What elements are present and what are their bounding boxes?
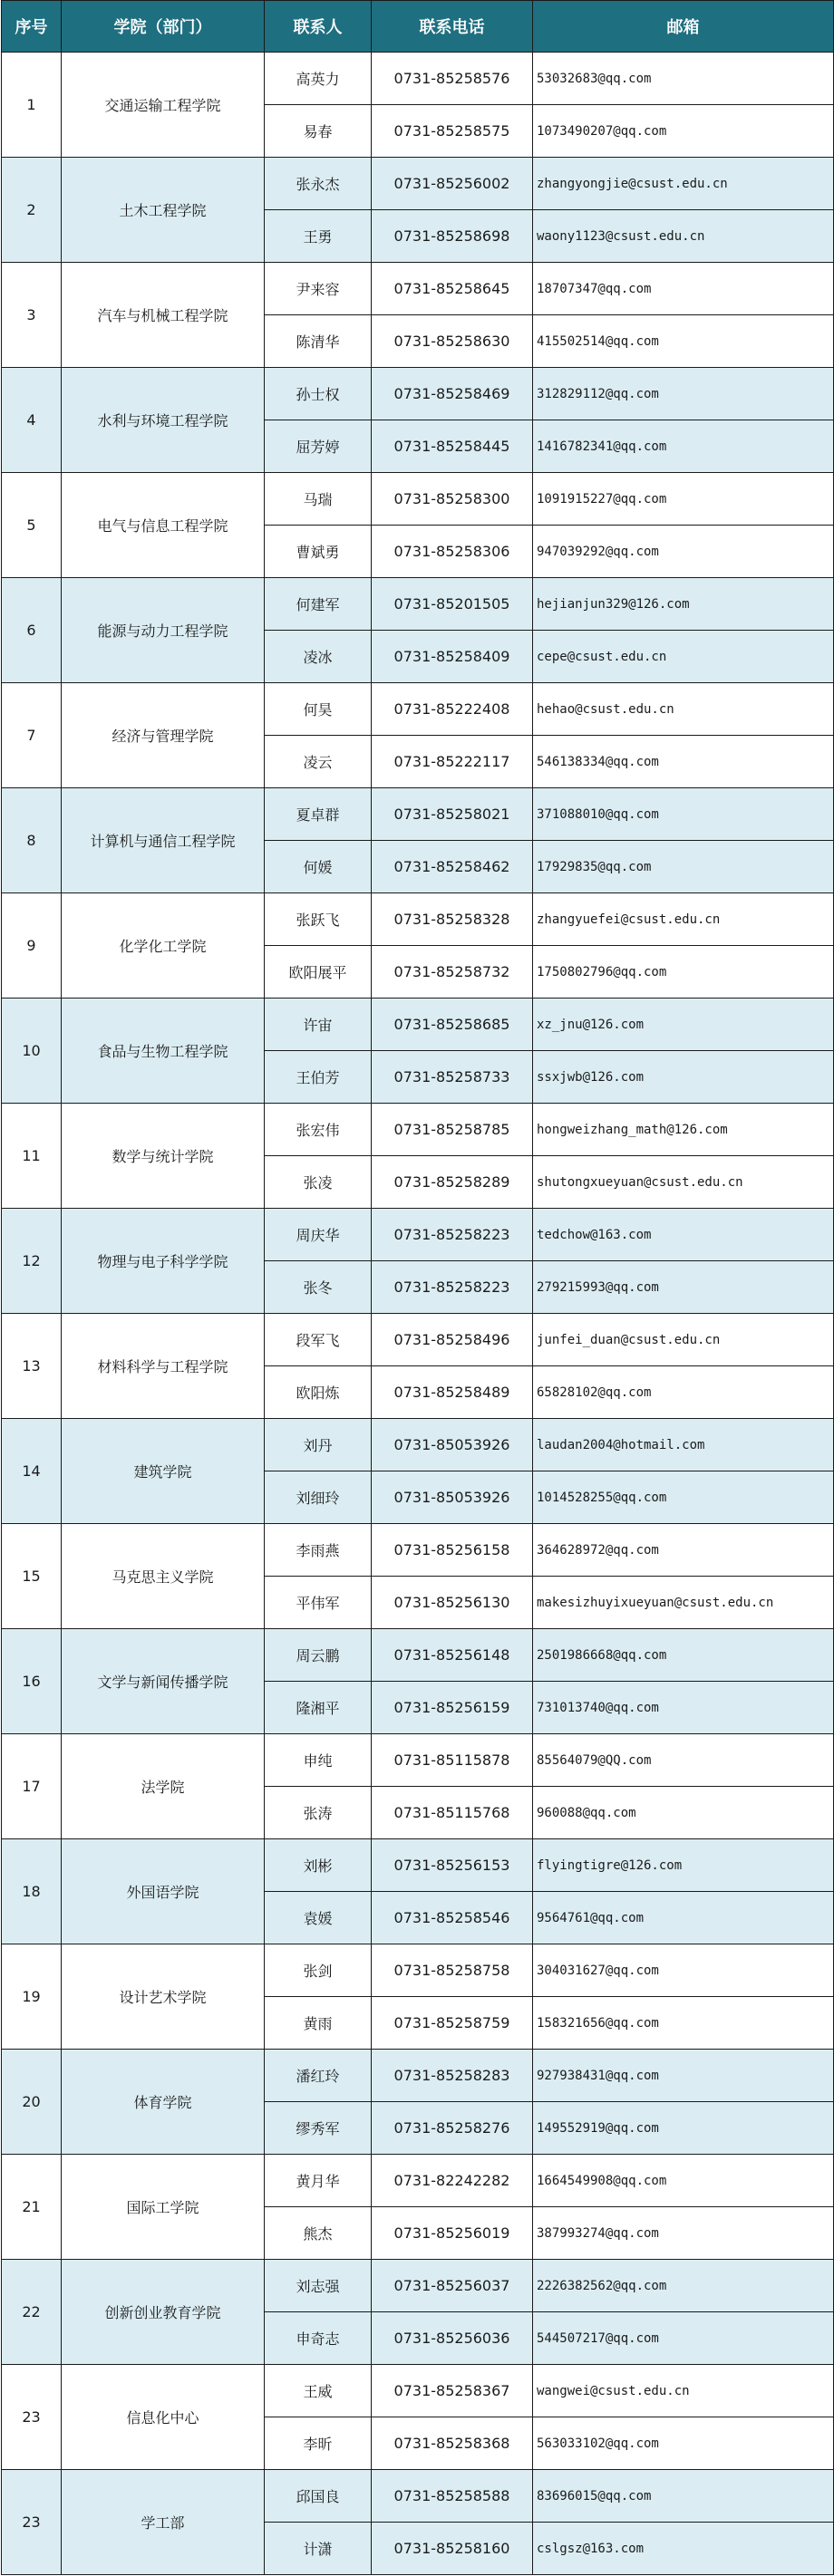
row-number: 20: [2, 2050, 62, 2155]
department-name: 水利与环境工程学院: [62, 368, 265, 473]
department-name: 建筑学院: [62, 1419, 265, 1524]
contact-phone: 0731-85256148: [372, 1629, 533, 1682]
table-row: [2, 1839, 834, 1892]
header-email: 邮箱: [533, 1, 834, 53]
row-number: 17: [2, 1734, 62, 1839]
row-number: 19: [2, 1944, 62, 2050]
department-name: 能源与动力工程学院: [62, 578, 265, 683]
contact-phone: 0731-85258758: [372, 1944, 533, 1997]
table-row: [2, 893, 834, 946]
contacts-table: [1, 0, 834, 2575]
contact-email: waony1123@csust.edu.cn: [533, 210, 834, 263]
table-row: [2, 1944, 834, 1997]
department-group: [2, 893, 834, 999]
contact-name: 潘红玲: [265, 2050, 372, 2102]
row-number: 13: [2, 1314, 62, 1419]
contact-phone: 0731-85258588: [372, 2470, 533, 2523]
header-row: [2, 1, 834, 53]
contact-name: 刘志强: [265, 2260, 372, 2312]
contact-name: 张跃飞: [265, 893, 372, 946]
department-name: 创新创业教育学院: [62, 2260, 265, 2365]
contact-phone: 0731-85258409: [372, 631, 533, 683]
contact-phone: 0731-85201505: [372, 578, 533, 631]
department-name: 马克思主义学院: [62, 1524, 265, 1629]
contact-phone: 0731-85053926: [372, 1419, 533, 1471]
contact-name: 张剑: [265, 1944, 372, 1997]
contact-name: 王威: [265, 2365, 372, 2417]
contact-email: 1091915227@qq.com: [533, 473, 834, 526]
department-group: [2, 999, 834, 1104]
row-number: 21: [2, 2155, 62, 2260]
contact-phone: 0731-85258785: [372, 1104, 533, 1156]
contact-phone: 0731-85258276: [372, 2102, 533, 2155]
row-number: 10: [2, 999, 62, 1104]
row-number: 5: [2, 473, 62, 578]
contact-email: hehao@csust.edu.cn: [533, 683, 834, 736]
contact-email: makesizhuyixueyuan@csust.edu.cn: [533, 1577, 834, 1629]
contact-email: 17929835@qq.com: [533, 841, 834, 893]
department-group: [2, 263, 834, 368]
contact-email: tedchow@163.com: [533, 1209, 834, 1261]
department-group: [2, 1734, 834, 1839]
department-name: 土木工程学院: [62, 158, 265, 263]
contact-name: 许宙: [265, 999, 372, 1051]
contact-email: cepe@csust.edu.cn: [533, 631, 834, 683]
row-number: 4: [2, 368, 62, 473]
contact-email: 53032683@qq.com: [533, 53, 834, 105]
contact-email: hejianjun329@126.com: [533, 578, 834, 631]
contact-phone: 0731-85258732: [372, 946, 533, 999]
table-row: [2, 473, 834, 526]
contact-name: 孙士权: [265, 368, 372, 420]
row-number: 16: [2, 1629, 62, 1734]
contact-phone: 0731-85258367: [372, 2365, 533, 2417]
table-header: [2, 1, 834, 53]
contact-email: 9564761@qq.com: [533, 1892, 834, 1944]
row-number: 12: [2, 1209, 62, 1314]
contact-name: 易春: [265, 105, 372, 158]
department-group: [2, 1314, 834, 1419]
contact-email: 563033102@qq.com: [533, 2417, 834, 2470]
contact-name: 屈芳婷: [265, 420, 372, 473]
table-row: [2, 1734, 834, 1787]
department-group: [2, 2155, 834, 2260]
department-group: [2, 2470, 834, 2575]
contact-phone: 0731-85053926: [372, 1471, 533, 1524]
contact-phone: 0731-85258630: [372, 315, 533, 368]
contact-email: 371088010@qq.com: [533, 788, 834, 841]
department-name: 设计艺术学院: [62, 1944, 265, 2050]
contact-name: 陈清华: [265, 315, 372, 368]
contact-name: 何昊: [265, 683, 372, 736]
contact-email: 1416782341@qq.com: [533, 420, 834, 473]
contact-name: 张凌: [265, 1156, 372, 1209]
contact-email: 18707347@qq.com: [533, 263, 834, 315]
row-number: 8: [2, 788, 62, 893]
department-group: [2, 158, 834, 263]
department-group: [2, 1524, 834, 1629]
department-name: 经济与管理学院: [62, 683, 265, 788]
contact-email: 85564079@QQ.com: [533, 1734, 834, 1787]
contact-name: 李昕: [265, 2417, 372, 2470]
contact-phone: 0731-85258368: [372, 2417, 533, 2470]
table-row: [2, 53, 834, 105]
contact-phone: 0731-85222408: [372, 683, 533, 736]
table-row: [2, 578, 834, 631]
contact-name: 夏卓群: [265, 788, 372, 841]
contact-email: 387993274@qq.com: [533, 2207, 834, 2260]
department-group: [2, 1419, 834, 1524]
contact-name: 黄月华: [265, 2155, 372, 2207]
contact-email: 546138334@qq.com: [533, 736, 834, 788]
contact-email: 2501986668@qq.com: [533, 1629, 834, 1682]
contact-name: 刘彬: [265, 1839, 372, 1892]
contact-email: 312829112@qq.com: [533, 368, 834, 420]
department-group: [2, 2050, 834, 2155]
table-row: [2, 1104, 834, 1156]
contact-name: 张冬: [265, 1261, 372, 1314]
table-row: [2, 1524, 834, 1577]
table-row: [2, 1419, 834, 1471]
department-name: 国际工学院: [62, 2155, 265, 2260]
contact-phone: 0731-85256130: [372, 1577, 533, 1629]
contact-email: 1014528255@qq.com: [533, 1471, 834, 1524]
contact-email: 544507217@qq.com: [533, 2312, 834, 2365]
contact-phone: 0731-85258685: [372, 999, 533, 1051]
contact-phone: 0731-85256019: [372, 2207, 533, 2260]
table-row: [2, 2470, 834, 2523]
contact-phone: 0731-85115878: [372, 1734, 533, 1787]
contact-email: 1073490207@qq.com: [533, 105, 834, 158]
contact-email: 1750802796@qq.com: [533, 946, 834, 999]
contact-phone: 0731-85256002: [372, 158, 533, 210]
row-number: 9: [2, 893, 62, 999]
contact-phone: 0731-85258698: [372, 210, 533, 263]
contact-name: 申奇志: [265, 2312, 372, 2365]
row-number: 11: [2, 1104, 62, 1209]
table-row: [2, 1314, 834, 1366]
row-number: 3: [2, 263, 62, 368]
department-group: [2, 368, 834, 473]
contact-name: 王伯芳: [265, 1051, 372, 1104]
contact-name: 高英力: [265, 53, 372, 105]
department-group: [2, 1629, 834, 1734]
department-group: [2, 2260, 834, 2365]
contact-name: 马瑞: [265, 473, 372, 526]
contact-name: 何媛: [265, 841, 372, 893]
contact-phone: 0731-85258462: [372, 841, 533, 893]
contact-name: 王勇: [265, 210, 372, 263]
department-name: 法学院: [62, 1734, 265, 1839]
contact-email: 947039292@qq.com: [533, 526, 834, 578]
contact-email: 364628972@qq.com: [533, 1524, 834, 1577]
contact-name: 张宏伟: [265, 1104, 372, 1156]
row-number: 23: [2, 2470, 62, 2575]
department-name: 汽车与机械工程学院: [62, 263, 265, 368]
contact-name: 欧阳炼: [265, 1366, 372, 1419]
contact-phone: 0731-85258021: [372, 788, 533, 841]
contact-phone: 0731-85258289: [372, 1156, 533, 1209]
contact-email: 304031627@qq.com: [533, 1944, 834, 1997]
department-group: [2, 1944, 834, 2050]
row-number: 7: [2, 683, 62, 788]
contact-phone: 0731-85258759: [372, 1997, 533, 2050]
contact-name: 段军飞: [265, 1314, 372, 1366]
department-group: [2, 1104, 834, 1209]
table-row: [2, 788, 834, 841]
contact-name: 张涛: [265, 1787, 372, 1839]
contact-phone: 0731-85258469: [372, 368, 533, 420]
table-row: [2, 2260, 834, 2312]
department-name: 食品与生物工程学院: [62, 999, 265, 1104]
contact-name: 张永杰: [265, 158, 372, 210]
contact-name: 隆湘平: [265, 1682, 372, 1734]
contact-phone: 0731-85256159: [372, 1682, 533, 1734]
row-number: 2: [2, 158, 62, 263]
table-row: [2, 1209, 834, 1261]
department-group: [2, 1839, 834, 1944]
contact-email: laudan2004@hotmail.com: [533, 1419, 834, 1471]
contact-email: 149552919@qq.com: [533, 2102, 834, 2155]
contact-name: 邱国良: [265, 2470, 372, 2523]
contact-name: 刘丹: [265, 1419, 372, 1471]
contact-name: 周庆华: [265, 1209, 372, 1261]
header-dept: 学院（部门）: [62, 1, 265, 53]
contact-phone: 0731-85258306: [372, 526, 533, 578]
table-row: [2, 999, 834, 1051]
contact-phone: 0731-85258223: [372, 1261, 533, 1314]
contact-email: 927938431@qq.com: [533, 2050, 834, 2102]
contact-email: shutongxueyuan@csust.edu.cn: [533, 1156, 834, 1209]
contact-phone: 0731-85258300: [372, 473, 533, 526]
table-row: [2, 683, 834, 736]
contact-phone: 0731-85222117: [372, 736, 533, 788]
department-name: 外国语学院: [62, 1839, 265, 1944]
department-name: 交通运输工程学院: [62, 53, 265, 158]
department-group: [2, 53, 834, 158]
contact-phone: 0731-85258576: [372, 53, 533, 105]
contact-phone: 0731-85258733: [372, 1051, 533, 1104]
contact-phone: 0731-85258489: [372, 1366, 533, 1419]
contact-name: 黄雨: [265, 1997, 372, 2050]
contact-email: 83696015@qq.com: [533, 2470, 834, 2523]
row-number: 1: [2, 53, 62, 158]
department-name: 信息化中心: [62, 2365, 265, 2470]
table-row: [2, 2365, 834, 2417]
contact-name: 熊杰: [265, 2207, 372, 2260]
contact-phone: 0731-85256158: [372, 1524, 533, 1577]
department-name: 学工部: [62, 2470, 265, 2575]
contact-email: 279215993@qq.com: [533, 1261, 834, 1314]
department-group: [2, 1209, 834, 1314]
contact-email: hongweizhang_math@126.com: [533, 1104, 834, 1156]
contact-phone: 0731-85256153: [372, 1839, 533, 1892]
contact-phone: 0731-85256036: [372, 2312, 533, 2365]
contact-email: 1664549908@qq.com: [533, 2155, 834, 2207]
contact-phone: 0731-85256037: [372, 2260, 533, 2312]
department-group: [2, 578, 834, 683]
contact-phone: 0731-85258223: [372, 1209, 533, 1261]
department-name: 数学与统计学院: [62, 1104, 265, 1209]
contact-name: 欧阳展平: [265, 946, 372, 999]
table-row: [2, 2155, 834, 2207]
contact-email: cslgsz@163.com: [533, 2523, 834, 2575]
row-number: 6: [2, 578, 62, 683]
contact-name: 计潇: [265, 2523, 372, 2575]
contact-email: 960088@qq.com: [533, 1787, 834, 1839]
contact-name: 刘细玲: [265, 1471, 372, 1524]
table-row: [2, 2050, 834, 2102]
contact-phone: 0731-82242282: [372, 2155, 533, 2207]
contact-phone: 0731-85258575: [372, 105, 533, 158]
contact-name: 凌冰: [265, 631, 372, 683]
contact-name: 李雨燕: [265, 1524, 372, 1577]
header-phone: 联系电话: [372, 1, 533, 53]
contact-name: 缪秀军: [265, 2102, 372, 2155]
row-number: 18: [2, 1839, 62, 1944]
department-name: 材料科学与工程学院: [62, 1314, 265, 1419]
contact-phone: 0731-85258546: [372, 1892, 533, 1944]
department-name: 电气与信息工程学院: [62, 473, 265, 578]
department-name: 文学与新闻传播学院: [62, 1629, 265, 1734]
row-number: 14: [2, 1419, 62, 1524]
contact-email: 2226382562@qq.com: [533, 2260, 834, 2312]
department-name: 化学化工学院: [62, 893, 265, 999]
contact-email: 158321656@qq.com: [533, 1997, 834, 2050]
contact-email: 65828102@qq.com: [533, 1366, 834, 1419]
contact-name: 申纯: [265, 1734, 372, 1787]
header-no: 序号: [2, 1, 62, 53]
row-number: 22: [2, 2260, 62, 2365]
contact-email: zhangyongjie@csust.edu.cn: [533, 158, 834, 210]
contact-phone: 0731-85258645: [372, 263, 533, 315]
table-row: [2, 158, 834, 210]
contact-name: 曹斌勇: [265, 526, 372, 578]
contact-email: flyingtigre@126.com: [533, 1839, 834, 1892]
contact-phone: 0731-85258283: [372, 2050, 533, 2102]
department-name: 体育学院: [62, 2050, 265, 2155]
contact-email: ssxjwb@126.com: [533, 1051, 834, 1104]
contact-phone: 0731-85115768: [372, 1787, 533, 1839]
contact-name: 周云鹏: [265, 1629, 372, 1682]
contact-email: 731013740@qq.com: [533, 1682, 834, 1734]
contact-email: zhangyuefei@csust.edu.cn: [533, 893, 834, 946]
header-contact: 联系人: [265, 1, 372, 53]
department-group: [2, 2365, 834, 2470]
contact-email: xz_jnu@126.com: [533, 999, 834, 1051]
contact-phone: 0731-85258496: [372, 1314, 533, 1366]
table-row: [2, 1629, 834, 1682]
department-group: [2, 473, 834, 578]
row-number: 15: [2, 1524, 62, 1629]
contact-email: wangwei@csust.edu.cn: [533, 2365, 834, 2417]
contact-name: 尹来容: [265, 263, 372, 315]
contact-email: junfei_duan@csust.edu.cn: [533, 1314, 834, 1366]
department-name: 物理与电子科学学院: [62, 1209, 265, 1314]
contact-name: 何建军: [265, 578, 372, 631]
table-row: [2, 263, 834, 315]
contact-email: 415502514@qq.com: [533, 315, 834, 368]
contact-phone: 0731-85258328: [372, 893, 533, 946]
table-row: [2, 368, 834, 420]
row-number: 23: [2, 2365, 62, 2470]
contact-phone: 0731-85258445: [372, 420, 533, 473]
contact-name: 袁媛: [265, 1892, 372, 1944]
department-group: [2, 788, 834, 893]
department-name: 计算机与通信工程学院: [62, 788, 265, 893]
contact-name: 平伟军: [265, 1577, 372, 1629]
contact-phone: 0731-85258160: [372, 2523, 533, 2575]
contact-name: 凌云: [265, 736, 372, 788]
department-group: [2, 683, 834, 788]
